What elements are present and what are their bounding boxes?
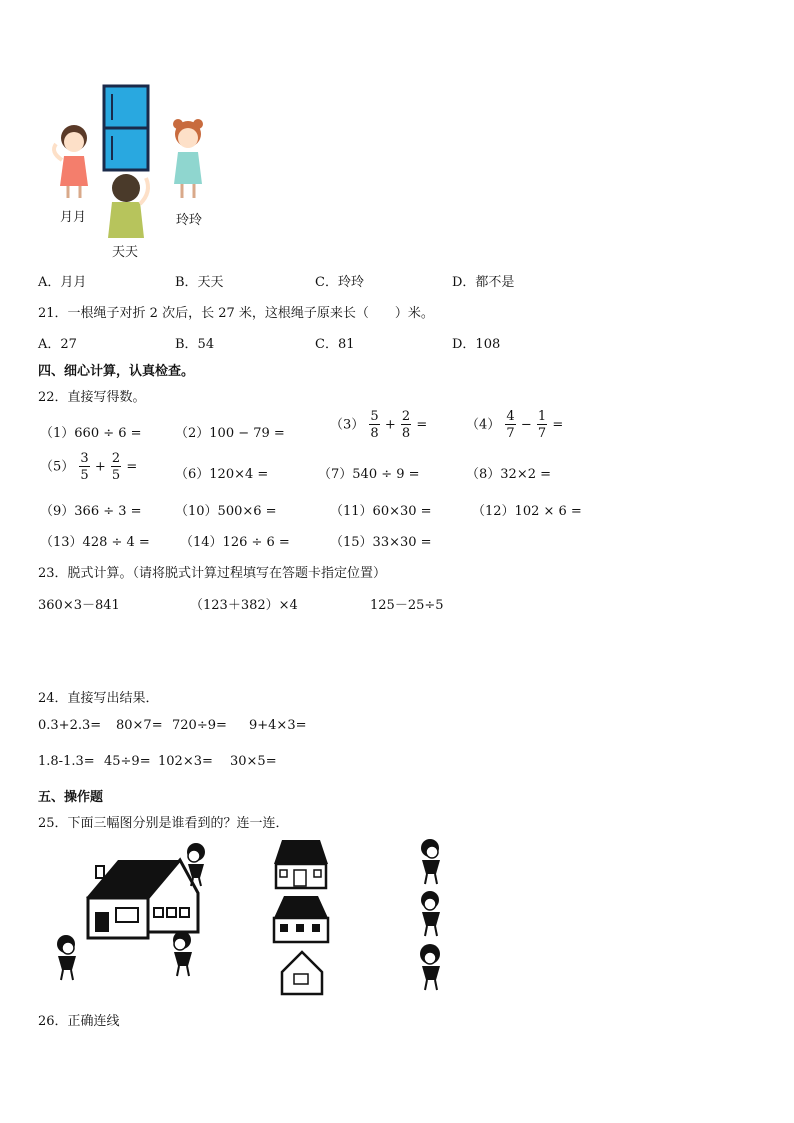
q22-item-11: （11）60×30 = [330, 504, 432, 519]
q24-r2-c3: 102×3= [158, 754, 213, 769]
q21-option-c: C．81 [315, 337, 355, 352]
q22-item-15: （15）33×30 = [330, 535, 432, 550]
q23-title: 23．脱式计算。（请将脱式计算过程填写在答题卡指定位置） [38, 566, 387, 581]
q22-item-8: （8）32×2 = [466, 467, 552, 482]
q23-expr-1: 360×3－841 [38, 598, 120, 613]
child-3-figure [420, 944, 440, 990]
fraction: $\frac{4}{7}$ [506, 409, 515, 441]
label-tiantian: 天天 [112, 245, 139, 260]
q22-item-14: （14）126 ÷ 6 = [180, 535, 290, 550]
q21-question: 21．一根绳子对折 2 次后，长 27 米，这根绳子原来长（ ）米。 [38, 306, 434, 321]
q22-item-2: （2）100 − 79 = [175, 426, 285, 441]
q22-item-12: （12）102 × 6 = [472, 504, 582, 519]
q25-children-column [410, 838, 454, 998]
q20-option-d: D．都不是 [452, 275, 515, 290]
q24-r2-c2: 45÷9= [104, 754, 151, 769]
house-view-front-figure [274, 840, 328, 888]
q24-title: 24．直接写出结果． [38, 691, 159, 706]
q22-item-9: （9）366 ÷ 3 = [40, 504, 142, 519]
label-yueyue: 月月 [60, 210, 87, 225]
q21-option-a: A．27 [38, 337, 77, 352]
q22-item-6: （6）120×4 = [175, 467, 269, 482]
child-bottom-right-figure [173, 931, 192, 976]
q22-item-7: （7）540 ÷ 9 = [318, 467, 420, 482]
child-bottom-left-figure [57, 935, 76, 980]
q24-r1-c1: 0.3+2.3= [38, 718, 102, 733]
q25-house-scene [48, 838, 238, 988]
q22-title: 22．直接写得数。 [38, 390, 146, 405]
q25-question: 25．下面三幅图分别是谁看到的？连一连． [38, 816, 289, 831]
q22-item-13: （13）428 ÷ 4 = [40, 535, 150, 550]
q23-expr-3: 125－25÷5 [370, 598, 444, 613]
q21-option-d: D．108 [452, 337, 501, 352]
q22-item-3: （3） $\frac{5}{8}$ + $\frac{2}{8}$ = [330, 409, 428, 441]
q26-question: 26．正确连线 [38, 1014, 120, 1029]
section5-heading: 五、操作题 [38, 790, 104, 805]
q22-item-5: （5） $\frac{3}{5}$ + $\frac{2}{5}$ = [40, 451, 138, 483]
q24-r2-c1: 1.8-1.3= [38, 754, 95, 769]
child-2-figure [421, 891, 440, 936]
girl-lingling-figure [173, 119, 203, 198]
q20-option-c: C．玲玲 [315, 275, 364, 290]
fraction: $\frac{3}{5}$ [80, 451, 89, 483]
boy-tiantian-figure [108, 174, 148, 238]
fraction: $\frac{1}{7}$ [537, 409, 547, 441]
q21-option-b: B．54 [175, 337, 215, 352]
fridge-figure [104, 86, 148, 170]
q20-option-b: B．天天 [175, 275, 224, 290]
fraction: $\frac{2}{5}$ [111, 451, 121, 483]
q22-item-10: （10）500×6 = [175, 504, 277, 519]
girl-yueyue-figure [54, 125, 88, 198]
q20-illustration [40, 80, 220, 260]
q24-r1-c3: 720÷9= [172, 718, 227, 733]
q22-item-1: （1）660 ÷ 6 = [40, 426, 142, 441]
house-view-gable-figure [282, 952, 322, 994]
label-lingling: 玲玲 [176, 213, 203, 228]
house-view-side-figure [274, 896, 328, 942]
child-1-figure [421, 839, 440, 884]
fraction: $\frac{2}{8}$ [401, 409, 411, 441]
q23-expr-2: （123＋382）×4 [190, 598, 298, 613]
q24-r2-c4: 30×5= [230, 754, 277, 769]
q22-item-4: （4） $\frac{4}{7}$ − $\frac{1}{7}$ = [466, 409, 564, 441]
q25-house-views [270, 838, 332, 998]
fraction: $\frac{5}{8}$ [370, 409, 379, 441]
house-3d-figure [86, 860, 198, 938]
q24-r1-c2: 80×7= [116, 718, 163, 733]
q20-option-a: A．月月 [38, 275, 87, 290]
q24-r1-c4: 9+4×3= [249, 718, 307, 733]
section4-heading: 四、细心计算，认真检查。 [38, 364, 195, 379]
